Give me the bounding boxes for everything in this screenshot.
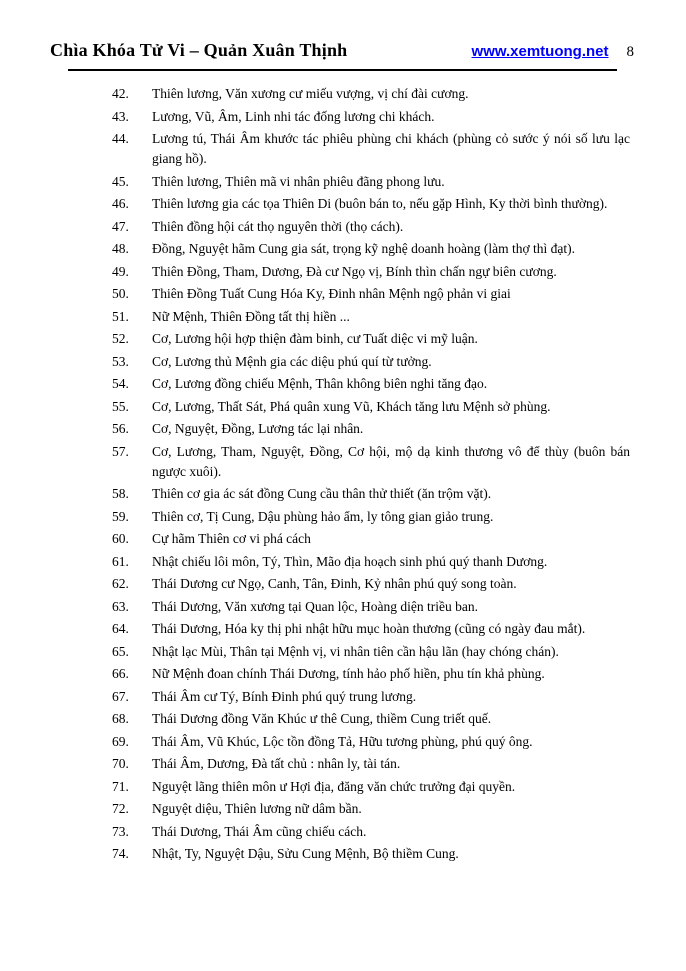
item-text: Thiên Đồng Tuất Cung Hóa Ky, Đinh nhân Mệnh ngộ phản vi giai <box>152 286 511 301</box>
list-item <box>112 307 630 327</box>
item-text: Thiên Đồng, Tham, Dương, Đà cư Ngọ vị, Bính thìn chấn ngự biên cương. <box>152 263 557 279</box>
list-item <box>112 529 630 549</box>
item-number: 71. <box>112 778 129 794</box>
numbered-list <box>112 84 630 867</box>
list-item <box>112 664 630 684</box>
item-number: 68. <box>112 711 129 726</box>
item-text: Cơ, Lương hội hợp thiện đàm binh, cư Tuất diệc vi mỹ luận. <box>152 331 478 346</box>
item-number: 53. <box>112 353 129 369</box>
list-item <box>112 507 630 527</box>
list-item <box>112 239 630 259</box>
item-number: 56. <box>112 421 129 436</box>
item-text: Thái Âm, Dương, Đà tất chủ : nhân ly, tài tán. <box>152 756 401 771</box>
list-item <box>112 732 630 752</box>
item-text: Lương tú, Thái Âm khước tác phiêu phùng chi khách (phùng cỏ sước ý nói số lưu lạc giang hồ). <box>152 131 630 166</box>
book-title: Chìa Khóa Tử Vi – Quản Xuân Thịnh <box>50 40 348 60</box>
item-text: Lương, Vũ, Âm, Linh nhi tác đống lương chi khách. <box>152 108 435 124</box>
item-text: Cơ, Nguyệt, Đồng, Lương tác lại nhân. <box>152 421 364 436</box>
item-number: 61. <box>112 553 129 569</box>
item-text: Thiên cơ gia ác sát đồng Cung cầu thân thử thiết (ăn trộm vặt). <box>152 486 492 501</box>
header-divider <box>68 69 617 71</box>
list-item <box>112 129 630 169</box>
item-text: Thiên cơ, Tị Cung, Dậu phùng hảo ẩm, ly tông gian giảo trung. <box>152 508 494 524</box>
item-number: 55. <box>112 398 129 414</box>
list-item <box>112 552 630 572</box>
list-item <box>112 799 630 819</box>
item-text: Thiên lương gia các tọa Thiên Di (buôn bán to, nếu gặp Hình, Ky thời bình thường). <box>152 196 608 211</box>
item-number: 58. <box>112 486 129 501</box>
list-item <box>112 172 630 192</box>
item-text: Đồng, Nguyệt hãm Cung gia sát, trọng kỹ nghệ doanh hoàng (làm thợ thì đạt). <box>152 241 575 256</box>
item-number: 65. <box>112 643 129 659</box>
item-text: Cơ, Lương, Tham, Nguyệt, Đồng, Cơ hội, mộ dạ kinh thương vô để thùy (buôn bán ngược xuôi). <box>152 443 630 479</box>
item-number: 70. <box>112 756 129 771</box>
item-number: 44. <box>112 131 129 146</box>
item-number: 72. <box>112 801 129 816</box>
item-number: 64. <box>112 621 129 636</box>
item-number: 47. <box>112 218 129 234</box>
list-item <box>112 484 630 504</box>
list-item <box>112 397 630 417</box>
list-item <box>112 329 630 349</box>
page-number: 8 <box>626 44 634 60</box>
item-number: 59. <box>112 508 129 524</box>
item-number: 45. <box>112 173 129 189</box>
item-text: Nhật lạc Mùi, Thân tại Mệnh vị, vi nhân tiên cần hậu lãn (hay chóng chán). <box>152 643 559 659</box>
item-number: 52. <box>112 331 129 346</box>
item-text: Nữ Mệnh, Thiên Đồng tất thị hiền ... <box>152 308 350 324</box>
list-item <box>112 574 630 594</box>
item-number: 48. <box>112 241 129 256</box>
item-text: Nhật chiếu lôi môn, Tý, Thìn, Mão địa hoạch sinh phú quý thanh Dương. <box>152 553 548 569</box>
item-text: Thái Dương đồng Văn Khúc ư thê Cung, thiềm Cung triết quế. <box>152 711 492 726</box>
item-text: Nguyệt lãng thiên môn ư Hợi địa, đăng văn chức trưởng đại quyền. <box>152 778 516 794</box>
item-number: 57. <box>112 443 129 459</box>
item-text: Cơ, Lương, Thất Sát, Phá quân xung Vũ, Khách tăng lưu Mệnh sở phùng. <box>152 398 551 414</box>
item-number: 46. <box>112 196 129 211</box>
item-number: 73. <box>112 823 129 839</box>
item-text: Thái Dương, Văn xương tại Quan lộc, Hoàng diện triều ban. <box>152 598 478 614</box>
item-text: Thiên đồng hội cát thọ nguyên thời (thọ cách). <box>152 218 404 234</box>
page-header <box>50 40 634 61</box>
item-text: Cơ, Lương thủ Mệnh gia các diệu phú quí từ tưởng. <box>152 353 432 369</box>
list-item <box>112 822 630 842</box>
list-item <box>112 194 630 214</box>
item-text: Thiên lương, Văn xương cư miếu vượng, vị chí đài cương. <box>152 86 469 101</box>
item-number: 69. <box>112 733 129 749</box>
item-text: Thái Âm, Vũ Khúc, Lộc tồn đồng Tả, Hữu tương phùng, phú quý ông. <box>152 733 533 749</box>
item-text: Cơ, Lương đồng chiếu Mệnh, Thân không biên nghi tăng đạo. <box>152 376 488 391</box>
item-number: 66. <box>112 666 129 681</box>
list-item <box>112 777 630 797</box>
item-text: Thiên lương, Thiên mã vi nhân phiêu đãng phong lưu. <box>152 173 445 189</box>
item-number: 74. <box>112 846 129 861</box>
list-item <box>112 687 630 707</box>
list-item <box>112 597 630 617</box>
item-text: Nhật, Ty, Nguyệt Dậu, Sửu Cung Mệnh, Bộ thiềm Cung. <box>152 846 459 861</box>
list-item <box>112 262 630 282</box>
list-item <box>112 352 630 372</box>
item-number: 42. <box>112 86 129 101</box>
list-item <box>112 709 630 729</box>
item-number: 51. <box>112 308 129 324</box>
item-number: 49. <box>112 263 129 279</box>
list-item <box>112 84 630 104</box>
list-item <box>112 442 630 482</box>
item-number: 67. <box>112 688 129 704</box>
list-item <box>112 374 630 394</box>
item-text: Nữ Mệnh đoan chính Thái Dương, tính hảo phố hiền, phu tín khả phùng. <box>152 666 545 681</box>
list-item <box>112 844 630 864</box>
list-item <box>112 419 630 439</box>
list-item <box>112 217 630 237</box>
list-item <box>112 284 630 304</box>
item-text: Thái Dương, Thái Âm cũng chiếu cách. <box>152 823 367 839</box>
list-item <box>112 107 630 127</box>
list-item <box>112 754 630 774</box>
item-text: Thái Dương cư Ngọ, Canh, Tân, Đinh, Kỷ nhân phú quý song toàn. <box>152 576 517 591</box>
item-number: 63. <box>112 598 129 614</box>
list-item <box>112 619 630 639</box>
list-item <box>112 642 630 662</box>
item-number: 50. <box>112 286 129 301</box>
item-text: Cự hãm Thiên cơ vi phá cách <box>152 531 311 546</box>
item-number: 62. <box>112 576 129 591</box>
item-text: Thái Âm cư Tý, Bính Đinh phú quý trung lương. <box>152 688 417 704</box>
website-link[interactable]: www.xemtuong.net <box>471 43 609 60</box>
item-number: 54. <box>112 376 129 391</box>
item-number: 60. <box>112 531 129 546</box>
header-right <box>472 43 634 61</box>
item-number: 43. <box>112 108 129 124</box>
item-text: Nguyệt diệu, Thiên lương nữ dâm bần. <box>152 801 362 816</box>
item-text: Thái Dương, Hóa ky thị phi nhật hữu mục hoàn thương (cũng có ngày đau mắt). <box>152 621 586 636</box>
